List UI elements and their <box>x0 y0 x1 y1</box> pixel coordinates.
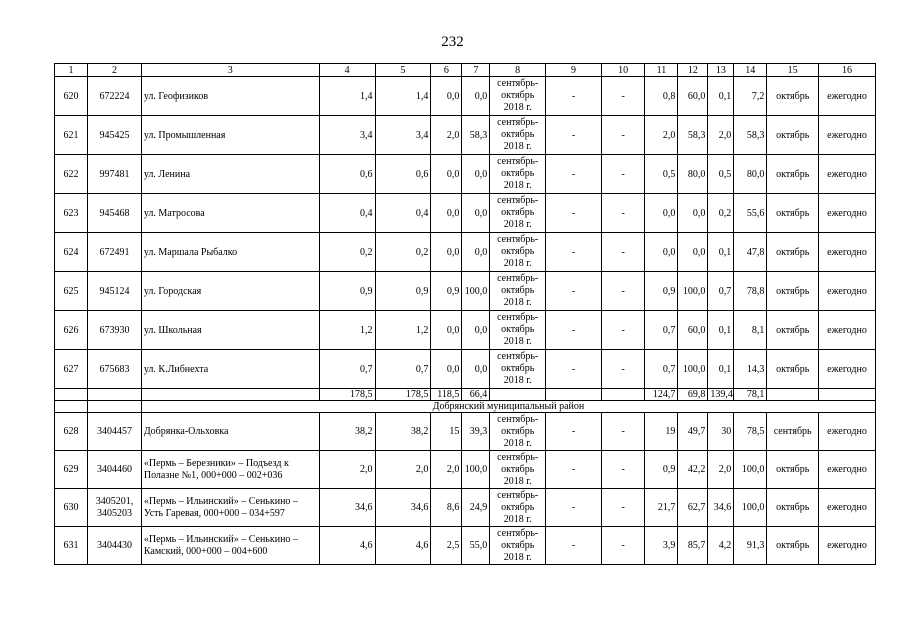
table-cell: 673930 <box>88 311 142 350</box>
table-cell: ежегодно <box>819 194 876 233</box>
table-cell: 630 <box>55 489 88 527</box>
table-cell: - <box>601 413 644 451</box>
table-cell: - <box>546 489 602 527</box>
table-cell: 10 <box>601 64 644 77</box>
table-cell: 2 <box>88 64 142 77</box>
roads-table <box>54 63 876 565</box>
table-cell: октябрь <box>767 350 819 389</box>
table-cell: 100,0 <box>678 350 708 389</box>
table-cell: 100,0 <box>678 272 708 311</box>
table-cell: - <box>601 194 644 233</box>
table-cell: 9 <box>546 64 602 77</box>
table-cell: 7,2 <box>734 77 767 116</box>
table-cell: 78,1 <box>734 389 767 401</box>
table-cell: 139,4 <box>708 389 734 401</box>
table-cell: 14,3 <box>734 350 767 389</box>
table-cell: 47,8 <box>734 233 767 272</box>
table-cell: октябрь <box>767 451 819 489</box>
table-cell: 16 <box>819 64 876 77</box>
table-cell: сентябрь-октябрь 2018 г. <box>490 451 546 489</box>
table-cell: 1,4 <box>375 77 431 116</box>
table-cell: 0,0 <box>431 77 462 116</box>
section-row <box>55 401 876 413</box>
table-cell: - <box>601 272 644 311</box>
table-cell: 55,0 <box>462 527 490 565</box>
table-cell: 2,0 <box>431 451 462 489</box>
table-cell: октябрь <box>767 155 819 194</box>
table-cell: 3,9 <box>645 527 678 565</box>
table-cell: октябрь <box>767 489 819 527</box>
table-cell: 39,3 <box>462 413 490 451</box>
total-row <box>55 389 876 401</box>
table-cell: 0,0 <box>462 194 490 233</box>
table-cell <box>55 401 88 413</box>
table-cell: 11 <box>645 64 678 77</box>
table-cell: 0,0 <box>431 155 462 194</box>
table-row <box>55 451 876 489</box>
table-cell: ул. Школьная <box>141 311 319 350</box>
table-cell: 620 <box>55 77 88 116</box>
table-cell: ул. Маршала Рыбалко <box>141 233 319 272</box>
table-cell <box>141 389 319 401</box>
table-cell: 12 <box>678 64 708 77</box>
table-cell: - <box>601 350 644 389</box>
table-cell: 1 <box>55 64 88 77</box>
table-cell: октябрь <box>767 527 819 565</box>
table-cell: 624 <box>55 233 88 272</box>
table-cell: 0,0 <box>462 350 490 389</box>
table-cell: 0,0 <box>431 233 462 272</box>
table-cell: 0,7 <box>645 311 678 350</box>
table-cell: сентябрь <box>767 413 819 451</box>
table-cell: 0,1 <box>708 350 734 389</box>
table-cell: ежегодно <box>819 77 876 116</box>
table-cell: - <box>601 311 644 350</box>
table-cell: октябрь <box>767 77 819 116</box>
table-cell: - <box>546 116 602 155</box>
table-cell: 622 <box>55 155 88 194</box>
table-cell: ежегодно <box>819 233 876 272</box>
table-cell: 0,5 <box>708 155 734 194</box>
table-cell: 19 <box>645 413 678 451</box>
table-cell: 0,0 <box>431 194 462 233</box>
table-cell: 997481 <box>88 155 142 194</box>
table-cell: 80,0 <box>678 155 708 194</box>
table-cell: 631 <box>55 527 88 565</box>
table-cell: 1,2 <box>319 311 375 350</box>
table-cell: 4 <box>319 64 375 77</box>
table-cell: 124,7 <box>645 389 678 401</box>
table-cell: ежегодно <box>819 489 876 527</box>
table-cell: ежегодно <box>819 527 876 565</box>
table-cell: 55,6 <box>734 194 767 233</box>
table-cell: 623 <box>55 194 88 233</box>
table-row <box>55 116 876 155</box>
table-cell: - <box>546 527 602 565</box>
table-cell: 118,5 <box>431 389 462 401</box>
table-cell: 49,7 <box>678 413 708 451</box>
table-cell: - <box>546 233 602 272</box>
table-cell: 60,0 <box>678 77 708 116</box>
table-cell: 4,6 <box>375 527 431 565</box>
table-cell: 0,6 <box>375 155 431 194</box>
table-cell: ул. Геофизиков <box>141 77 319 116</box>
table-cell: 2,0 <box>645 116 678 155</box>
table-cell: сентябрь-октябрь 2018 г. <box>490 527 546 565</box>
table-cell: 3,4 <box>319 116 375 155</box>
table-cell: 13 <box>708 64 734 77</box>
table-cell: 0,8 <box>645 77 678 116</box>
table-cell: 672491 <box>88 233 142 272</box>
table-cell: 3405201, 3405203 <box>88 489 142 527</box>
table-cell: 2,0 <box>319 451 375 489</box>
table-cell: 945425 <box>88 116 142 155</box>
table-cell: 21,7 <box>645 489 678 527</box>
table-cell: 0,0 <box>645 194 678 233</box>
table-cell: сентябрь-октябрь 2018 г. <box>490 350 546 389</box>
table-cell: 0,7 <box>319 350 375 389</box>
table-cell: 3 <box>141 64 319 77</box>
table-cell: - <box>601 489 644 527</box>
table-cell: сентябрь-октябрь 2018 г. <box>490 77 546 116</box>
table-cell: 0,9 <box>645 451 678 489</box>
table-cell: 0,0 <box>462 311 490 350</box>
table-cell: ежегодно <box>819 116 876 155</box>
table-cell: ул. К.Либнехта <box>141 350 319 389</box>
table-cell: 58,3 <box>678 116 708 155</box>
table-cell: ежегодно <box>819 311 876 350</box>
table-cell: сентябрь-октябрь 2018 г. <box>490 116 546 155</box>
table-cell <box>767 389 819 401</box>
table-cell: 4,6 <box>319 527 375 565</box>
table-cell: 0,0 <box>678 233 708 272</box>
table-cell: 945468 <box>88 194 142 233</box>
table-cell: 2,0 <box>431 116 462 155</box>
table-cell: 178,5 <box>375 389 431 401</box>
table-cell: 0,7 <box>645 350 678 389</box>
table-cell: - <box>546 272 602 311</box>
table-cell: 2,5 <box>431 527 462 565</box>
table-cell: 100,0 <box>734 489 767 527</box>
table-cell: ул. Городская <box>141 272 319 311</box>
table-cell: 0,5 <box>645 155 678 194</box>
table-cell: 945124 <box>88 272 142 311</box>
table-cell: 78,8 <box>734 272 767 311</box>
table-cell: 15 <box>767 64 819 77</box>
table-cell: Добрянка-Ольховка <box>141 413 319 451</box>
table-cell <box>546 389 602 401</box>
table-cell: 100,0 <box>734 451 767 489</box>
table-cell: «Пермь – Ильинский» – Сенькино – Усть Гаревая, 000+000 – 034+597 <box>141 489 319 527</box>
table-cell: 100,0 <box>462 272 490 311</box>
table-cell: 0,0 <box>431 350 462 389</box>
table-cell: сентябрь-октябрь 2018 г. <box>490 194 546 233</box>
table-cell: 0,7 <box>375 350 431 389</box>
table-cell: ул. Матросова <box>141 194 319 233</box>
table-cell: 14 <box>734 64 767 77</box>
table-cell: 7 <box>462 64 490 77</box>
table-cell: 0,1 <box>708 233 734 272</box>
table-cell: «Пермь – Ильинский» – Сенькино – Камский, 000+000 – 004+600 <box>141 527 319 565</box>
table-cell: 0,0 <box>431 311 462 350</box>
table-cell: - <box>546 194 602 233</box>
table-cell: ежегодно <box>819 272 876 311</box>
table-cell: 42,2 <box>678 451 708 489</box>
section-title: Добрянский муниципальный район <box>141 401 875 413</box>
table-row <box>55 233 876 272</box>
table-cell: - <box>601 451 644 489</box>
table-row <box>55 272 876 311</box>
table-cell: 62,7 <box>678 489 708 527</box>
table-cell: 621 <box>55 116 88 155</box>
table-cell: ул. Промышленная <box>141 116 319 155</box>
table-cell: 34,6 <box>375 489 431 527</box>
table-cell: 0,2 <box>375 233 431 272</box>
table-cell: 0,1 <box>708 77 734 116</box>
table-cell: 629 <box>55 451 88 489</box>
table-cell: 627 <box>55 350 88 389</box>
table-cell: 4,2 <box>708 527 734 565</box>
table-cell: ежегодно <box>819 350 876 389</box>
table-cell: 30 <box>708 413 734 451</box>
table-cell: 3404457 <box>88 413 142 451</box>
table-cell: 626 <box>55 311 88 350</box>
table-row <box>55 155 876 194</box>
table-cell: 0,4 <box>375 194 431 233</box>
table-cell: - <box>601 77 644 116</box>
table-cell: - <box>546 413 602 451</box>
table-cell: - <box>601 116 644 155</box>
table-row <box>55 77 876 116</box>
table-cell: 0,9 <box>319 272 375 311</box>
table-cell <box>490 389 546 401</box>
table-cell: 8,1 <box>734 311 767 350</box>
table-cell: 0,0 <box>462 233 490 272</box>
table-cell: сентябрь-октябрь 2018 г. <box>490 311 546 350</box>
table-cell <box>819 389 876 401</box>
table-cell: - <box>546 451 602 489</box>
table-cell: «Пермь – Березники» – Подъезд к Полазне №1, 000+000 – 002+036 <box>141 451 319 489</box>
table-cell <box>55 389 88 401</box>
table-cell <box>88 401 142 413</box>
table-cell: 1,2 <box>375 311 431 350</box>
table-cell: 78,5 <box>734 413 767 451</box>
table-cell: 0,4 <box>319 194 375 233</box>
table-cell: 34,6 <box>708 489 734 527</box>
table-cell: октябрь <box>767 116 819 155</box>
table-cell: 85,7 <box>678 527 708 565</box>
table-cell: сентябрь-октябрь 2018 г. <box>490 489 546 527</box>
table-cell: - <box>601 233 644 272</box>
table-cell: октябрь <box>767 272 819 311</box>
table-cell: 672224 <box>88 77 142 116</box>
table-cell: 3404460 <box>88 451 142 489</box>
table-cell: октябрь <box>767 311 819 350</box>
table-cell: 0,2 <box>319 233 375 272</box>
table-cell: 38,2 <box>319 413 375 451</box>
table-cell <box>601 389 644 401</box>
table-cell: сентябрь-октябрь 2018 г. <box>490 155 546 194</box>
table-cell: 66,4 <box>462 389 490 401</box>
table-cell: 2,0 <box>708 116 734 155</box>
table-cell: - <box>546 155 602 194</box>
table-row <box>55 527 876 565</box>
table-cell: октябрь <box>767 233 819 272</box>
table-row <box>55 489 876 527</box>
table-cell: 100,0 <box>462 451 490 489</box>
table-row <box>55 350 876 389</box>
table-cell: ежегодно <box>819 155 876 194</box>
table-cell: 91,3 <box>734 527 767 565</box>
table-cell: 0,9 <box>431 272 462 311</box>
table-cell: 0,0 <box>462 77 490 116</box>
table-cell: 5 <box>375 64 431 77</box>
table-cell: - <box>546 311 602 350</box>
page-number: 232 <box>441 34 464 50</box>
table-cell: 0,0 <box>462 155 490 194</box>
table-cell <box>88 389 142 401</box>
table-cell: 69,8 <box>678 389 708 401</box>
table-cell: 0,9 <box>375 272 431 311</box>
table-cell: сентябрь-октябрь 2018 г. <box>490 413 546 451</box>
table-row <box>55 194 876 233</box>
table-cell: 0,6 <box>319 155 375 194</box>
table-cell: - <box>601 155 644 194</box>
table-cell: 6 <box>431 64 462 77</box>
table-cell: 38,2 <box>375 413 431 451</box>
table-cell: 3404430 <box>88 527 142 565</box>
table-cell: ежегодно <box>819 451 876 489</box>
table-cell: 0,0 <box>678 194 708 233</box>
table-cell: 8 <box>490 64 546 77</box>
table-cell: 60,0 <box>678 311 708 350</box>
table-cell: ежегодно <box>819 413 876 451</box>
table-cell: ул. Ленина <box>141 155 319 194</box>
table-cell: 0,1 <box>708 311 734 350</box>
table-cell: 34,6 <box>319 489 375 527</box>
table-cell: 1,4 <box>319 77 375 116</box>
table-row <box>55 413 876 451</box>
table-cell: 58,3 <box>734 116 767 155</box>
table-cell: 625 <box>55 272 88 311</box>
table-cell: 3,4 <box>375 116 431 155</box>
table-cell: 2,0 <box>708 451 734 489</box>
table-cell: 675683 <box>88 350 142 389</box>
table-cell: 0,2 <box>708 194 734 233</box>
table-cell: 58,3 <box>462 116 490 155</box>
table-cell: 24,9 <box>462 489 490 527</box>
table-cell: 80,0 <box>734 155 767 194</box>
table-cell: - <box>546 350 602 389</box>
table-cell: 0,0 <box>645 233 678 272</box>
table-cell: - <box>601 527 644 565</box>
table-cell: - <box>546 77 602 116</box>
table-cell: 15 <box>431 413 462 451</box>
table-cell: 2,0 <box>375 451 431 489</box>
table-cell: сентябрь-октябрь 2018 г. <box>490 272 546 311</box>
table-cell: 0,9 <box>645 272 678 311</box>
table-header-row <box>55 64 876 77</box>
table-cell: 628 <box>55 413 88 451</box>
table-row <box>55 311 876 350</box>
table-cell: 0,7 <box>708 272 734 311</box>
table-cell: 8,6 <box>431 489 462 527</box>
table-cell: сентябрь-октябрь 2018 г. <box>490 233 546 272</box>
table-cell: 178,5 <box>319 389 375 401</box>
table-cell: октябрь <box>767 194 819 233</box>
